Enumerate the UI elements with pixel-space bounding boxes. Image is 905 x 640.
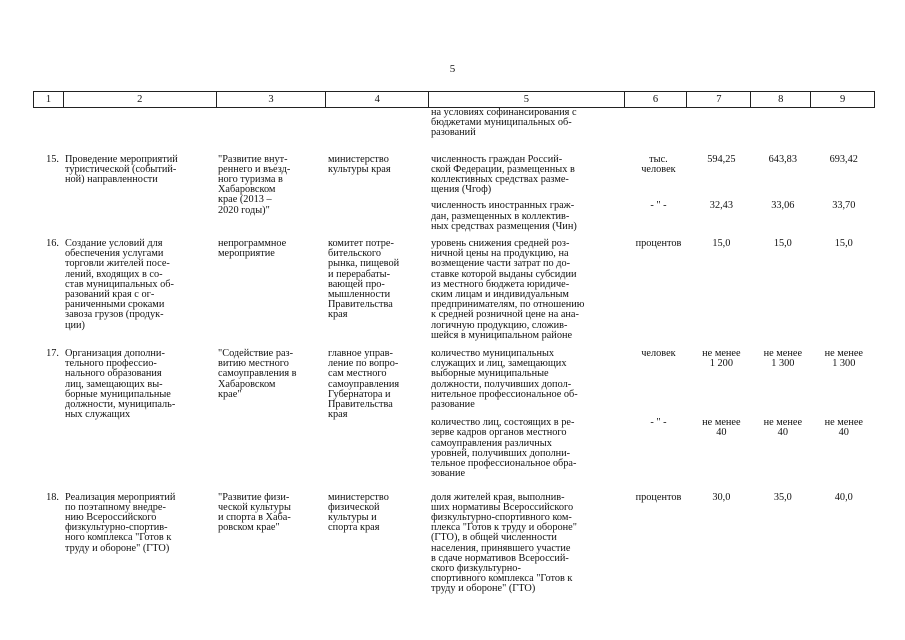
indicator-value-3: не менее 1 300 bbox=[824, 348, 863, 370]
page-number: 5 bbox=[449, 63, 456, 75]
indicator-text: количество муниципальных служащих и лиц, замещающих выборные муниципальные должности, получивших допол- нительное профессиональное об- разование bbox=[431, 348, 578, 411]
indicator-value-1: не менее 1 200 bbox=[702, 348, 741, 370]
table-row-15 bbox=[33, 155, 875, 232]
responsible-executor: министерство физической культуры и спорта края bbox=[328, 491, 389, 534]
row-number: 18. bbox=[46, 491, 59, 503]
indicator-unit: - " - bbox=[650, 417, 667, 429]
responsible-executor: комитет потре- бительского рынка, пищевой и перерабаты- вающей про- мышленности Правительства края bbox=[328, 238, 400, 321]
indicator-text: численность граждан Россий- ской Федерации, размещенных в коллективных средствах разме- щения (Чгоф) bbox=[431, 153, 575, 196]
indicator-row bbox=[429, 493, 875, 595]
row-number: 15. bbox=[46, 153, 59, 165]
responsible-executor: министерство культуры края bbox=[328, 153, 391, 175]
indicator-text: доля жителей края, выполнив- ших нормативы Всероссийского физкультурно-спортивного ком- плекса "Готов к труду и обороне" (ГТО), в общей численности населения, принявшего участие в сдаче нормативов Всероссий- ского физкультурно- спортивного комплекса "Готов к труду и обороне" (ГТО) bbox=[431, 491, 577, 595]
indicator-value-1: 594,25 bbox=[707, 153, 736, 165]
header-col-6: 6 bbox=[625, 92, 688, 107]
table-row-17 bbox=[33, 349, 875, 479]
indicator-unit: процентов bbox=[635, 491, 682, 503]
header-col-2: 2 bbox=[64, 92, 217, 107]
indicator-value-3: 693,42 bbox=[829, 153, 858, 165]
indicator-value-3: 40,0 bbox=[834, 491, 853, 503]
row-number: 17. bbox=[46, 348, 59, 360]
header-col-9: 9 bbox=[839, 94, 846, 105]
table-header bbox=[33, 91, 875, 108]
indicator-value-2: не менее 40 bbox=[763, 417, 803, 439]
event-name: Организация дополни- тельного профессио- нального образования лиц, замещающих вы- борные муниципальные должности, муниципаль- ных служащих bbox=[65, 348, 176, 421]
program-name: "Содействие раз- витию местного самоуправления в Хабаровском крае" bbox=[218, 348, 297, 400]
indicator-unit: - " - bbox=[650, 200, 667, 212]
header-col-1: 1 bbox=[34, 92, 64, 107]
header-col-8: 8 bbox=[751, 92, 811, 107]
indicator-value-1: 15,0 bbox=[712, 238, 731, 250]
header-col-3: 3 bbox=[217, 92, 327, 107]
indicator-unit: человек bbox=[641, 348, 676, 360]
program-name: непрограммное мероприятие bbox=[218, 238, 287, 260]
indicator-value-3: 15,0 bbox=[834, 238, 853, 250]
indicator-value-2: 15,0 bbox=[773, 238, 792, 250]
indicator-value-1: 32,43 bbox=[709, 200, 733, 212]
indicator-text: количество лиц, состоящих в ре- зерве кадров органов местного самоуправления различных уровней, получивших дополни- тельное профессиональное обра- зование bbox=[431, 417, 577, 480]
table-row-18 bbox=[33, 493, 875, 595]
indicator-row bbox=[429, 239, 875, 341]
program-name: "Развитие физи- ческой культуры и спорта в Хаба- ровском крае" bbox=[218, 491, 291, 534]
indicator-row bbox=[429, 201, 875, 232]
indicator-text: численность иностранных граж- дан, размещенных в коллектив- ных средствах размещения (Чин) bbox=[431, 200, 577, 232]
indicator-unit: тыс. человек bbox=[641, 153, 676, 175]
indicator-value-3: 33,70 bbox=[832, 200, 856, 212]
program-name: "Развитие внут- реннего и въезд- ного туризма в Хабаровском крае (2013 – 2020 годы)" bbox=[218, 153, 291, 216]
indicator-value-2: не менее 1 300 bbox=[763, 348, 803, 370]
header-col-4: 4 bbox=[326, 92, 429, 107]
header-col-5: 5 bbox=[429, 92, 625, 107]
indicator-value-2: 35,0 bbox=[773, 491, 792, 503]
indicator-row bbox=[429, 418, 875, 479]
indicator-value-2: 33,06 bbox=[771, 200, 795, 212]
indicator-row bbox=[429, 349, 875, 410]
indicator-unit: процентов bbox=[635, 238, 682, 250]
row-number: 16. bbox=[46, 238, 59, 250]
continuation-row bbox=[33, 108, 875, 139]
indicator-row bbox=[429, 155, 875, 196]
responsible-executor: главное управ- ление по вопро- сам местного самоуправления Губернатора и Правительства края bbox=[328, 348, 400, 421]
indicators-table bbox=[33, 91, 875, 595]
indicator-text: уровень снижения средней роз- ничной цены на продукцию, на возмещение части затрат по до- ставке которой выданы субсидии из местного бюджета юридиче- ским лицам и индивидуальным предпринимателям, по отношению к средней розничной цене на ана- логичную продукцию, сложив- шейся в муниципальном районе bbox=[431, 238, 585, 341]
header-col-7: 7 bbox=[687, 92, 751, 107]
indicator-value-1: не менее 40 bbox=[702, 417, 741, 439]
event-name: Реализация мероприятий по поэтапному внедре- нию Всероссийского физкультурно-спортив- ного комплекса "Готов к труду и обороне" (ГТО) bbox=[65, 491, 176, 554]
indicator-value-3: не менее 40 bbox=[824, 417, 863, 439]
event-name: Создание условий для обеспечения услугами торговли жителей посе- лений, входящих в со- став муниципальных об- разований края с ог- раниченными сроками завоза грузов (продук- ции) bbox=[65, 238, 174, 331]
indicator-value-2: 643,83 bbox=[768, 153, 797, 165]
continuation-text: на условиях софинансирования с бюджетами муниципальных об- разований bbox=[431, 107, 577, 139]
table-row-16 bbox=[33, 239, 875, 341]
event-name: Проведение мероприятий туристической (событий- ной) направленности bbox=[65, 153, 178, 186]
indicator-value-1: 30,0 bbox=[712, 491, 731, 503]
